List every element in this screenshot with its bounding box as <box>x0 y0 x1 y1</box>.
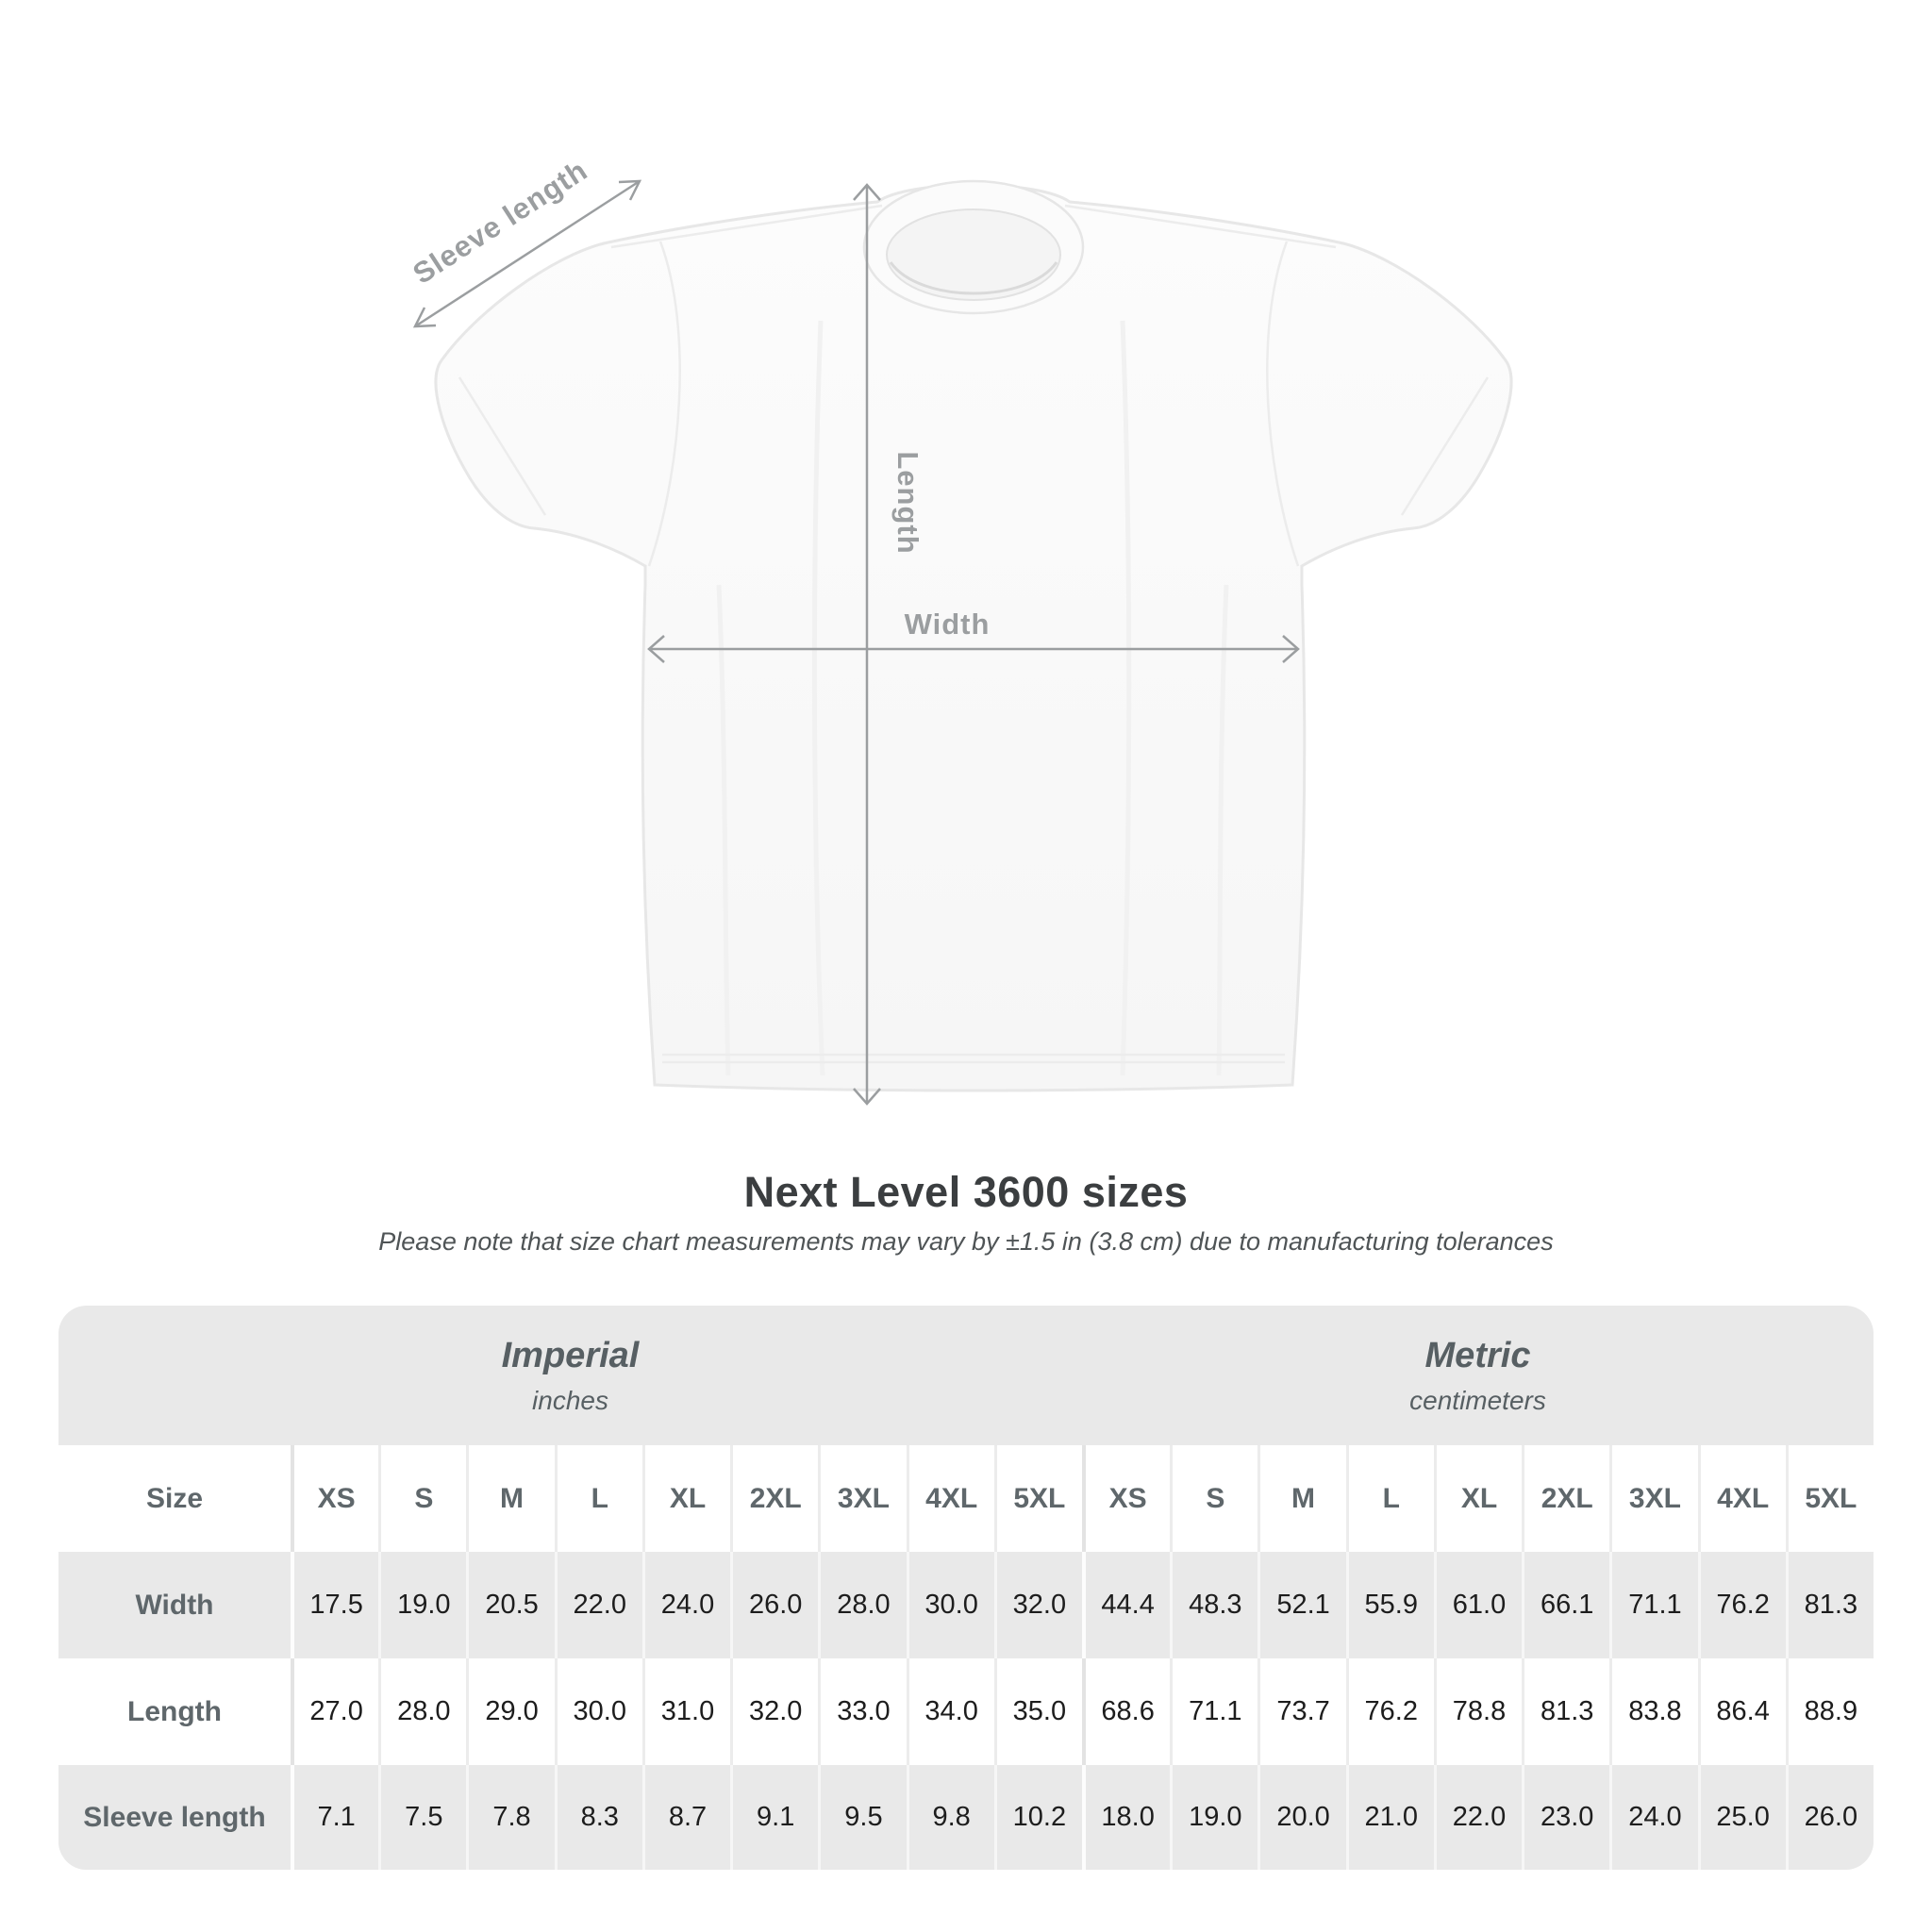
measurement-row-label: Sleeve length <box>58 1765 291 1870</box>
measurement-value: 23.0 <box>1522 1765 1609 1870</box>
measurement-value: 81.3 <box>1786 1552 1874 1658</box>
size-col-header: S <box>1170 1445 1257 1552</box>
measurement-value: 7.5 <box>378 1765 466 1870</box>
measurement-value: 22.0 <box>1434 1765 1522 1870</box>
length-row <box>58 1658 1874 1765</box>
imperial-unit: inches <box>532 1385 608 1415</box>
measurement-value: 20.0 <box>1257 1765 1345 1870</box>
measurement-value: 19.0 <box>1170 1765 1257 1870</box>
size-col-header: L <box>1346 1445 1434 1552</box>
size-col-header: M <box>466 1445 554 1552</box>
measurement-value: 30.0 <box>907 1552 994 1658</box>
size-col-header: 4XL <box>907 1445 994 1552</box>
measurement-value: 9.5 <box>818 1765 906 1870</box>
measurement-value: 33.0 <box>818 1658 906 1765</box>
measurement-value: 61.0 <box>1434 1552 1522 1658</box>
measurement-value: 25.0 <box>1698 1765 1786 1870</box>
tolerance-note: Please note that size chart measurements may vary by ±1.5 in (3.8 cm) due to manufacturing tolerances <box>378 1227 1554 1256</box>
size-col-header: 5XL <box>1786 1445 1874 1552</box>
measurement-row-label: Length <box>58 1658 291 1765</box>
measurement-value: 7.1 <box>291 1765 378 1870</box>
measurement-value: 73.7 <box>1257 1658 1345 1765</box>
tshirt-collar <box>864 181 1083 313</box>
measurement-value: 24.0 <box>642 1552 730 1658</box>
measurement-value: 55.9 <box>1346 1552 1434 1658</box>
width-label: Width <box>904 608 991 641</box>
measurement-value: 32.0 <box>730 1658 818 1765</box>
measurement-value: 29.0 <box>466 1658 554 1765</box>
size-col-header: XS <box>291 1445 378 1552</box>
measurement-value: 44.4 <box>1082 1552 1170 1658</box>
measurement-value: 8.3 <box>555 1765 642 1870</box>
measurement-value: 28.0 <box>378 1658 466 1765</box>
size-col-header: S <box>378 1445 466 1552</box>
measurement-value: 19.0 <box>378 1552 466 1658</box>
metric-header <box>1082 1306 1874 1445</box>
measurement-value: 31.0 <box>642 1658 730 1765</box>
measurement-value: 27.0 <box>291 1658 378 1765</box>
measurement-value: 26.0 <box>730 1552 818 1658</box>
measurement-row-label: Width <box>58 1552 291 1658</box>
measurement-value: 86.4 <box>1698 1658 1786 1765</box>
size-col-header: 2XL <box>730 1445 818 1552</box>
page-title: Next Level 3600 sizes <box>743 1168 1189 1216</box>
measurement-value: 32.0 <box>994 1552 1082 1658</box>
measurement-value: 9.1 <box>730 1765 818 1870</box>
imperial-title: Imperial <box>501 1335 640 1375</box>
size-col-header: M <box>1257 1445 1345 1552</box>
measurement-value: 17.5 <box>291 1552 378 1658</box>
measurement-value: 34.0 <box>907 1658 994 1765</box>
size-col-header: 4XL <box>1698 1445 1786 1552</box>
size-header-row <box>58 1445 1874 1552</box>
metric-title: Metric <box>1424 1335 1531 1375</box>
measurement-value: 10.2 <box>994 1765 1082 1870</box>
length-label: Length <box>891 451 924 555</box>
imperial-header <box>58 1306 1082 1445</box>
measurement-value: 81.3 <box>1522 1658 1609 1765</box>
size-col-header: XL <box>642 1445 730 1552</box>
measurement-value: 8.7 <box>642 1765 730 1870</box>
metric-unit: centimeters <box>1409 1385 1546 1415</box>
measurement-value: 20.5 <box>466 1552 554 1658</box>
measurement-value: 28.0 <box>818 1552 906 1658</box>
measurement-value: 78.8 <box>1434 1658 1522 1765</box>
size-col-header: XL <box>1434 1445 1522 1552</box>
size-col-header: XS <box>1082 1445 1170 1552</box>
size-col-header: 3XL <box>1609 1445 1697 1552</box>
width-row <box>58 1552 1874 1658</box>
measurement-value: 22.0 <box>555 1552 642 1658</box>
measurement-value: 71.1 <box>1609 1552 1697 1658</box>
size-col-header: 3XL <box>818 1445 906 1552</box>
measurement-value: 18.0 <box>1082 1765 1170 1870</box>
size-col-header: 5XL <box>994 1445 1082 1552</box>
measurement-value: 76.2 <box>1698 1552 1786 1658</box>
size-col-header: 2XL <box>1522 1445 1609 1552</box>
measurement-value: 35.0 <box>994 1658 1082 1765</box>
measurement-value: 21.0 <box>1346 1765 1434 1870</box>
sleeve-length-row <box>58 1765 1874 1870</box>
measurement-value: 9.8 <box>907 1765 994 1870</box>
measurement-value: 24.0 <box>1609 1765 1697 1870</box>
measurement-value: 48.3 <box>1170 1552 1257 1658</box>
size-table <box>58 1306 1874 1870</box>
measurement-value: 66.1 <box>1522 1552 1609 1658</box>
measurement-value: 76.2 <box>1346 1658 1434 1765</box>
measurement-value: 52.1 <box>1257 1552 1345 1658</box>
measurement-value: 71.1 <box>1170 1658 1257 1765</box>
units-header-row <box>58 1306 1874 1445</box>
measurement-value: 26.0 <box>1786 1765 1874 1870</box>
size-label: Size <box>58 1445 291 1552</box>
size-col-header: L <box>555 1445 642 1552</box>
measurement-value: 83.8 <box>1609 1658 1697 1765</box>
measurement-value: 7.8 <box>466 1765 554 1870</box>
measurement-value: 88.9 <box>1786 1658 1874 1765</box>
measurement-value: 30.0 <box>555 1658 642 1765</box>
measurement-value: 68.6 <box>1082 1658 1170 1765</box>
sleeve-length-label: Sleeve length <box>407 153 594 291</box>
